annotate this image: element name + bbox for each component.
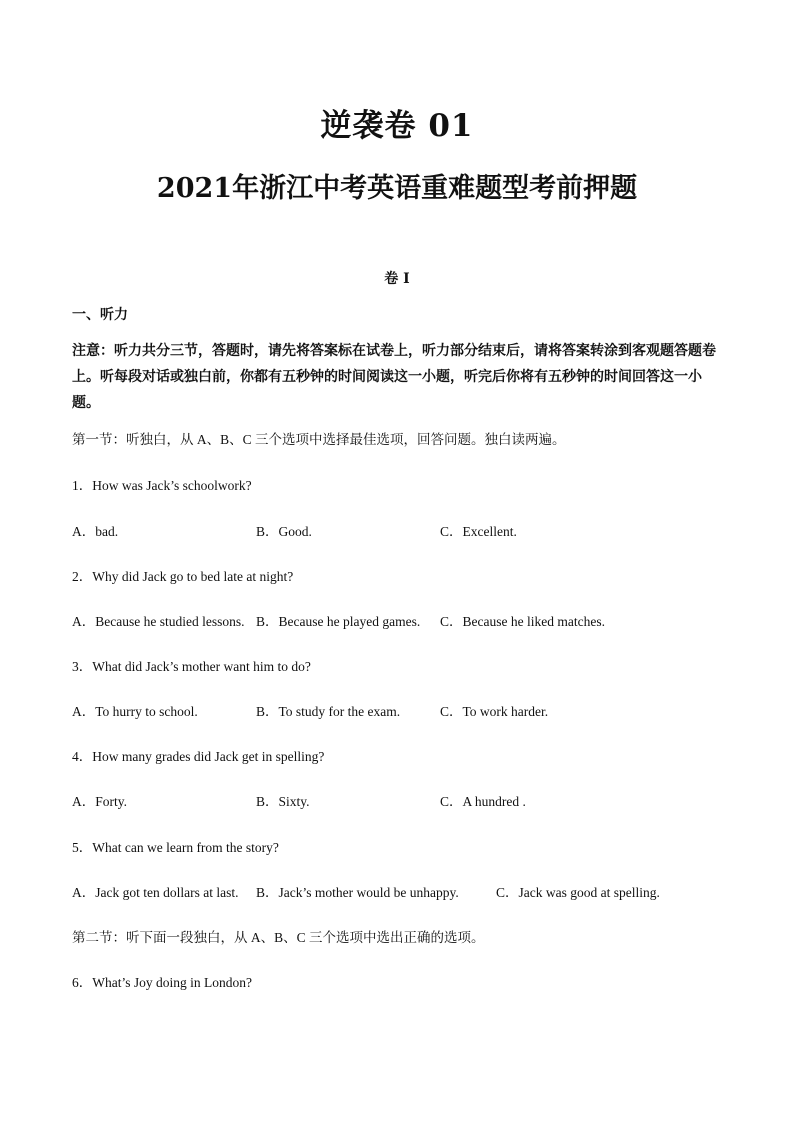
question-stem: 3．What did Jack’s mother want him to do? xyxy=(72,659,311,674)
page-subtitle: 2021年浙江中考英语重难题型考前押题 xyxy=(156,173,638,204)
option-b: B．Jack’s mother would be unhappy. xyxy=(256,885,459,900)
option-a: A．Forty. xyxy=(72,794,128,809)
part2-instruction: 第二节：听下面一段独白，从 A、B、C 三个选项中选出正确的选项。 xyxy=(72,930,485,945)
option-a: A．To hurry to school. xyxy=(72,704,198,719)
section-heading-listening: 一、听力 xyxy=(72,307,128,323)
question-stem: 5．What can we learn from the story? xyxy=(72,840,279,855)
page-title: 逆袭卷 01 xyxy=(320,108,474,144)
option-a: A．bad. xyxy=(72,524,119,539)
option-b: B．Sixty. xyxy=(256,794,310,809)
option-c: C．Because he liked matches. xyxy=(440,614,605,629)
option-c: C．A hundred . xyxy=(440,794,526,809)
option-a: A．Jack got ten dollars at last. xyxy=(72,885,239,900)
option-c: C．To work harder. xyxy=(440,704,549,719)
part1-instruction: 第一节：听独白，从 A、B、C 三个选项中选择最佳选项，回答问题。独白读两遍。 xyxy=(72,432,566,447)
option-a: A．Because he studied lessons. xyxy=(72,614,245,629)
question-stem: 1．How was Jack’s schoolwork? xyxy=(72,478,252,493)
option-b: B．Good. xyxy=(256,524,312,539)
volume-label: 卷 I xyxy=(384,271,410,287)
option-b: B．Because he played games. xyxy=(256,614,421,629)
listening-note: 注意：听力共分三节，答题时，请先将答案标在试卷上，听力部分结束后，请将答案转涂到客观题答题卷上。听每段对话或独白前，你都有五秒钟的时间阅读这一小题，听完后你将有五秒钟的时间回答这一小题。 xyxy=(72,343,716,411)
option-b: B．To study for the exam. xyxy=(256,704,401,719)
option-c: C．Jack was good at spelling. xyxy=(496,885,660,900)
option-c: C．Excellent. xyxy=(440,524,517,539)
question-stem: 2．Why did Jack go to bed late at night? xyxy=(72,569,294,584)
question-stem: 6．What’s Joy doing in London? xyxy=(72,975,252,990)
question-stem: 4．How many grades did Jack get in spelling? xyxy=(72,749,325,764)
